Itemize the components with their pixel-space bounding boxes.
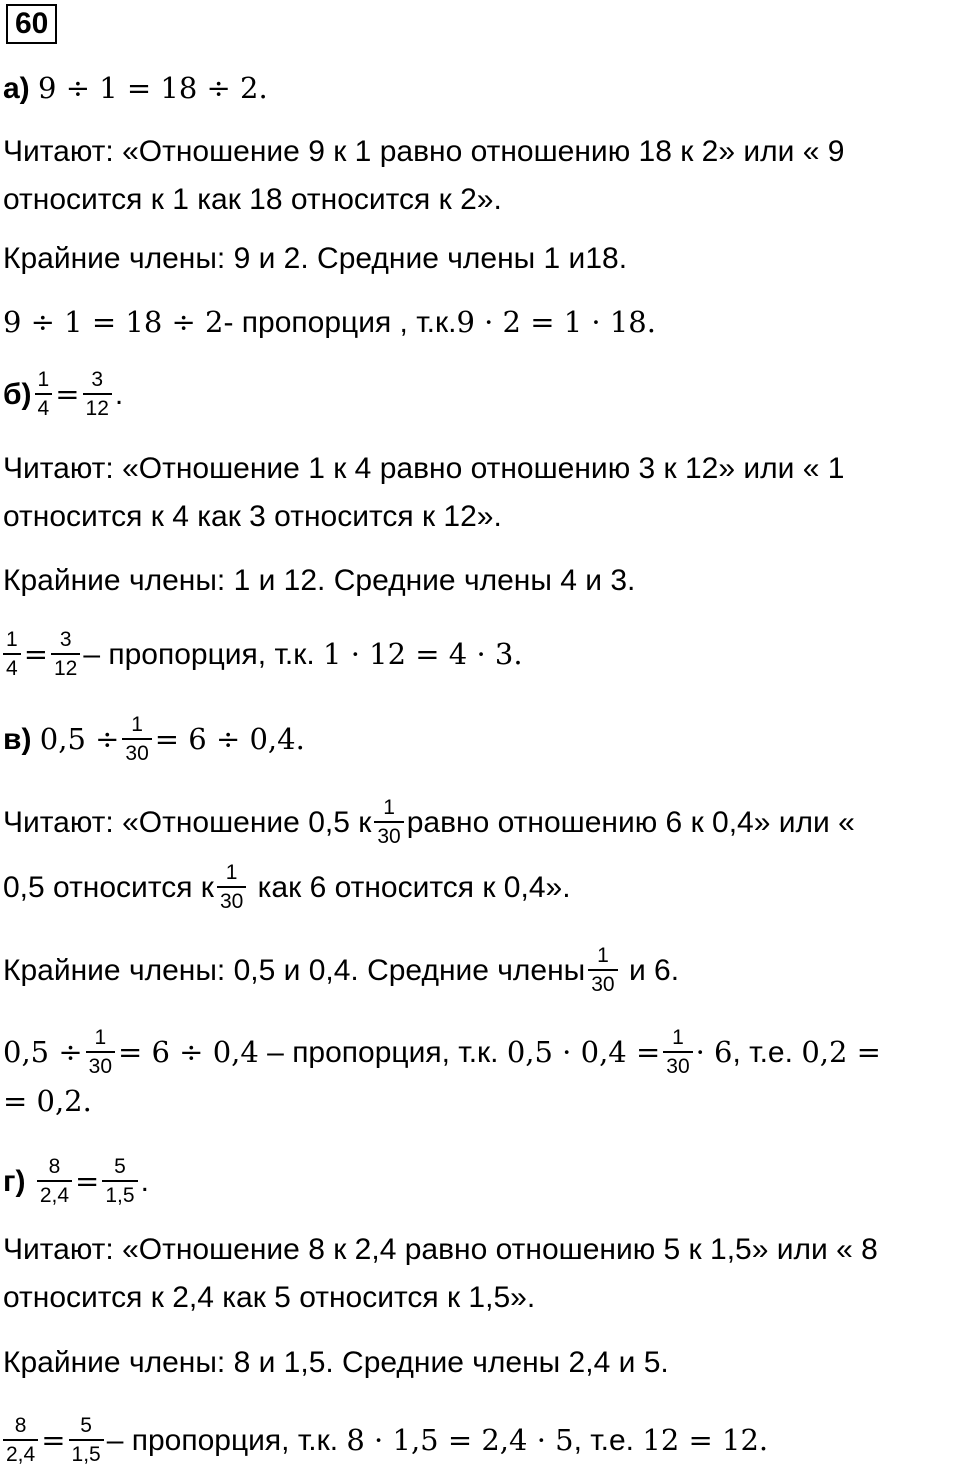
part-g-conclusion-fraction-2: $\frac{5}{1,5}$: [69, 1412, 104, 1468]
part-v-reading-fraction-1: $\frac{1}{30}$: [374, 794, 403, 850]
part-a-conclusion-expr: 9 ÷ 1 = 18 ÷ 2: [3, 305, 224, 339]
part-v-fraction: $\frac{1}{30}$: [122, 711, 151, 767]
part-b-fraction-1: $\frac{1}{4}$: [35, 366, 53, 422]
part-b-fraction-2: $\frac{3}{12}$: [83, 366, 112, 422]
part-g-statement: г) $\frac{8}{2,4}$ = $\frac{5}{1,5}$ .: [3, 1155, 149, 1207]
part-b-conclusion-fraction-2: $\frac{3}{12}$: [51, 626, 80, 682]
part-a-statement: [3, 70, 268, 107]
part-b-statement: б) $\frac{1}{4}$ = $\frac{3}{12}$ .: [3, 368, 124, 420]
part-a-reading-line2: относится к 1 как 18 относится к 2».: [3, 183, 502, 216]
part-b-conclusion-text: – пропорция, т.к.: [83, 637, 315, 671]
part-b-conclusion-check: 1 · 12 = 4 · 3.: [323, 636, 523, 671]
part-g-reading-line1: Читают: «Отношение 8 к 2,4 равно отношению 5 к 1,5» или « 8: [3, 1233, 878, 1266]
part-g-fraction-2: $\frac{5}{1,5}$: [102, 1153, 137, 1209]
part-b-reading-line2: относится к 4 как 3 относится к 12».: [3, 500, 502, 533]
part-b-conclusion-fraction-1: $\frac{1}{4}$: [3, 626, 21, 682]
part-a-conclusion: [3, 304, 656, 341]
part-v-terms-fraction: $\frac{1}{30}$: [588, 942, 617, 998]
part-b-reading-line1: Читают: «Отношение 1 к 4 равно отношению 3 к 12» или « 1: [3, 452, 845, 485]
part-g-terms: Крайние члены: 8 и 1,5. Средние члены 2,4 и 5.: [3, 1346, 669, 1379]
part-a-terms: Крайние члены: 9 и 2. Средние члены 1 и18.: [3, 242, 628, 275]
part-a-conclusion-text: - пропорция , т.к.: [223, 306, 457, 339]
part-g-reading-line2: относится к 2,4 как 5 относится к 1,5».: [3, 1281, 536, 1314]
part-g-fraction-1: $\frac{8}{2,4}$: [37, 1153, 72, 1209]
part-a-reading-line1: Читают: «Отношение 9 к 1 равно отношению 18 к 2» или « 9: [3, 135, 845, 168]
part-a-expression: 9 ÷ 1 = 18 ÷ 2.: [38, 71, 268, 105]
part-g-conclusion: $\frac{8}{2,4}$ = $\frac{5}{1,5}$ – пропорция, т.к. 8 · 1,5 = 2,4 · 5, т.е. 12 = 12.: [3, 1414, 768, 1470]
part-v-reading-line1: Читают: «Отношение 0,5 к $\frac{1}{30}$ равно отношению 6 к 0,4» или «: [3, 796, 855, 848]
part-v-label: в): [3, 722, 32, 756]
part-b-conclusion: $\frac{1}{4}$ = $\frac{3}{12}$ – пропорция, т.к. 1 · 12 = 4 · 3.: [3, 628, 523, 684]
task-number: 60: [6, 4, 57, 44]
part-a-conclusion-check: 9 · 2 = 1 · 18.: [456, 305, 656, 339]
part-b-terms: Крайние члены: 1 и 12. Средние члены 4 и 3.: [3, 564, 636, 597]
part-v-conclusion-fraction-1: $\frac{1}{30}$: [86, 1024, 115, 1080]
part-a-label: а): [3, 72, 30, 105]
part-v-conclusion-line2: = 0,2.: [3, 1084, 92, 1118]
part-v-terms: Крайние члены: 0,5 и 0,4. Средние члены $\frac{1}{30}$ и 6.: [3, 944, 680, 996]
part-v-reading-fraction-2: $\frac{1}{30}$: [217, 859, 246, 915]
part-v-conclusion-line1: 0,5 ÷ $\frac{1}{30}$ = 6 ÷ 0,4 – пропорция, т.к. 0,5 · 0,4 = $\frac{1}{30}$ · 6, т.е. 0,2 =: [3, 1026, 881, 1078]
part-g-conclusion-fraction-1: $\frac{8}{2,4}$: [3, 1412, 38, 1468]
part-v-conclusion-fraction-2: $\frac{1}{30}$: [663, 1024, 692, 1080]
part-v-reading-line2: 0,5 относится к $\frac{1}{30}$ как 6 относится к 0,4».: [3, 861, 571, 913]
part-g-label: г): [3, 1164, 26, 1198]
part-v-statement: в) 0,5 ÷ $\frac{1}{30}$ = 6 ÷ 0,4.: [3, 713, 305, 765]
part-b-label: б): [3, 377, 32, 411]
